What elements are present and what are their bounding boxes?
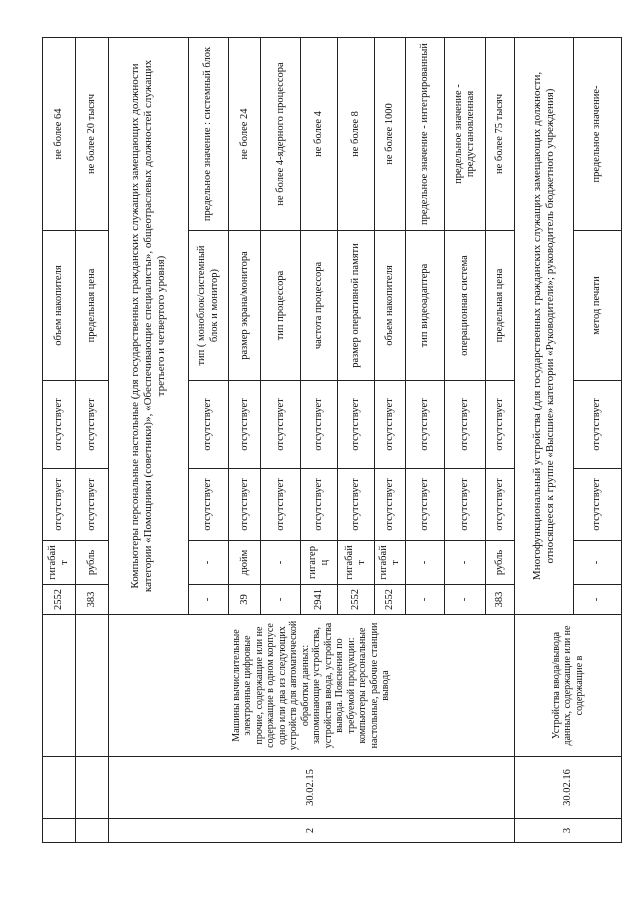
- unit-name-cell: -: [573, 541, 621, 585]
- characteristic-cell: объем накопителя: [375, 231, 406, 381]
- value-cell: предельное значение - интегрированный: [405, 38, 444, 231]
- regulation-cell: отсутствует: [43, 381, 76, 469]
- value-cell: предельное значение : системный блок: [189, 38, 228, 231]
- unit-name-cell: рубль: [75, 541, 108, 585]
- characteristic-cell: тип процессора: [261, 231, 300, 381]
- regulation-cell: отсутствует: [486, 381, 514, 469]
- characteristics-table: [42, 37, 622, 843]
- unit-code-cell: 383: [75, 585, 108, 615]
- product-name: Машины вычислительные электронные цифровые прочие, содержащие или не содержащие в одном корпусе одно или два из следующих устройств для автоматической обработки данных: запоминающие устройства, устройства ввода, устройства вывода. Пояснения по требуемой продукции: компьютеры персональные настольные, рабочие станции вывода: [108, 615, 514, 757]
- regulation-cell: отсутствует: [300, 469, 337, 541]
- regulation-cell: отсутствует: [75, 381, 108, 469]
- value-cell: не более 75 тысяч: [486, 38, 514, 231]
- regulation-cell: отсутствует: [189, 381, 228, 469]
- characteristic-cell: размер оперативной памяти: [337, 231, 374, 381]
- characteristic-cell: размер экрана/монитора: [228, 231, 261, 381]
- regulation-cell: отсутствует: [444, 381, 486, 469]
- row-number: 3: [514, 819, 621, 843]
- unit-name-cell: -: [405, 541, 444, 585]
- regulation-cell: отсутствует: [405, 469, 444, 541]
- regulation-cell: отсутствует: [405, 381, 444, 469]
- regulation-cell: отсутствует: [375, 381, 406, 469]
- characteristic-cell: тип ( моноблок/системный блок и монитор): [189, 231, 228, 381]
- unit-code-cell: -: [444, 585, 486, 615]
- characteristic-cell: предельная цена: [486, 231, 514, 381]
- value-cell: не более 64: [43, 38, 76, 231]
- value-cell: не более 20 тысяч: [75, 38, 108, 231]
- regulation-cell: отсутствует: [573, 469, 621, 541]
- unit-code-cell: 383: [486, 585, 514, 615]
- okpd-code: 30.02.16: [514, 757, 621, 819]
- rotated-page: [42, 38, 622, 843]
- unit-code-cell: -: [189, 585, 228, 615]
- characteristic-cell: тип видеоадаптера: [405, 231, 444, 381]
- value-cell: не более 4-ядерного процессора: [261, 38, 300, 231]
- characteristic-cell: частота процессора: [300, 231, 337, 381]
- unit-name-cell: гигабайт: [43, 541, 76, 585]
- section-header-row: [514, 38, 573, 843]
- unit-code-cell: -: [573, 585, 621, 615]
- characteristic-cell: метод печати: [573, 231, 621, 381]
- value-cell: не более 1000: [375, 38, 406, 231]
- regulation-cell: отсутствует: [486, 469, 514, 541]
- regulation-cell: отсутствует: [573, 381, 621, 469]
- regulation-cell: отсутствует: [261, 469, 300, 541]
- unit-name-cell: рубль: [486, 541, 514, 585]
- regulation-cell: отсутствует: [444, 469, 486, 541]
- unit-name-cell: -: [261, 541, 300, 585]
- table-row: [75, 38, 108, 843]
- unit-name-cell: -: [444, 541, 486, 585]
- value-cell: предельное значение-: [573, 38, 621, 231]
- regulation-cell: отсутствует: [337, 381, 374, 469]
- value-cell: не более 4: [300, 38, 337, 231]
- unit-name-cell: гигабайт: [337, 541, 374, 585]
- okpd-code: 30.02.15: [108, 757, 514, 819]
- regulation-cell: отсутствует: [75, 469, 108, 541]
- unit-code-cell: 2941: [300, 585, 337, 615]
- unit-name-cell: дюйм: [228, 541, 261, 585]
- unit-name-cell: гигагерц: [300, 541, 337, 585]
- regulation-cell: отсутствует: [228, 469, 261, 541]
- section-title: Многофункциональный устройства (для государственных гражданских служащих замещающих должности, относящееся к группе «Высшие» категории «Руководители»; руководитель бюджетного учреждения): [514, 38, 573, 615]
- value-cell: не более 8: [337, 38, 374, 231]
- row-number: 2: [108, 819, 514, 843]
- unit-code-cell: 2552: [337, 585, 374, 615]
- unit-code-cell: -: [261, 585, 300, 615]
- regulation-cell: отсутствует: [189, 469, 228, 541]
- unit-code-cell: 2552: [375, 585, 406, 615]
- unit-code-cell: -: [405, 585, 444, 615]
- section-title: Компьютеры персональные настольные (для государственных гражданских служащих замещающих должности категории «Помощники (советники)», «Обеспечивающие специалисты», общеотраслевых должностей служащих третьего и четвертого уровня): [108, 38, 189, 615]
- regulation-cell: отсутствует: [300, 381, 337, 469]
- characteristic-cell: объем накопителя: [43, 231, 76, 381]
- value-cell: предельное значение - предустановленная: [444, 38, 486, 231]
- unit-code-cell: 2552: [43, 585, 76, 615]
- regulation-cell: отсутствует: [337, 469, 374, 541]
- regulation-cell: отсутствует: [261, 381, 300, 469]
- table-row: [43, 38, 76, 843]
- landscape-table-wrap: [42, 38, 622, 843]
- unit-name-cell: гигабайт: [375, 541, 406, 585]
- characteristic-cell: операционная система: [444, 231, 486, 381]
- unit-name-cell: -: [189, 541, 228, 585]
- regulation-cell: отсутствует: [43, 469, 76, 541]
- regulation-cell: отсутствует: [228, 381, 261, 469]
- section-header-row: [108, 38, 189, 843]
- characteristic-cell: предельная цена: [75, 231, 108, 381]
- value-cell: не более 24: [228, 38, 261, 231]
- unit-code-cell: 39: [228, 585, 261, 615]
- regulation-cell: отсутствует: [375, 469, 406, 541]
- product-name: Устройства ввода/вывода данных, содержащие или не содержащие в: [514, 615, 621, 757]
